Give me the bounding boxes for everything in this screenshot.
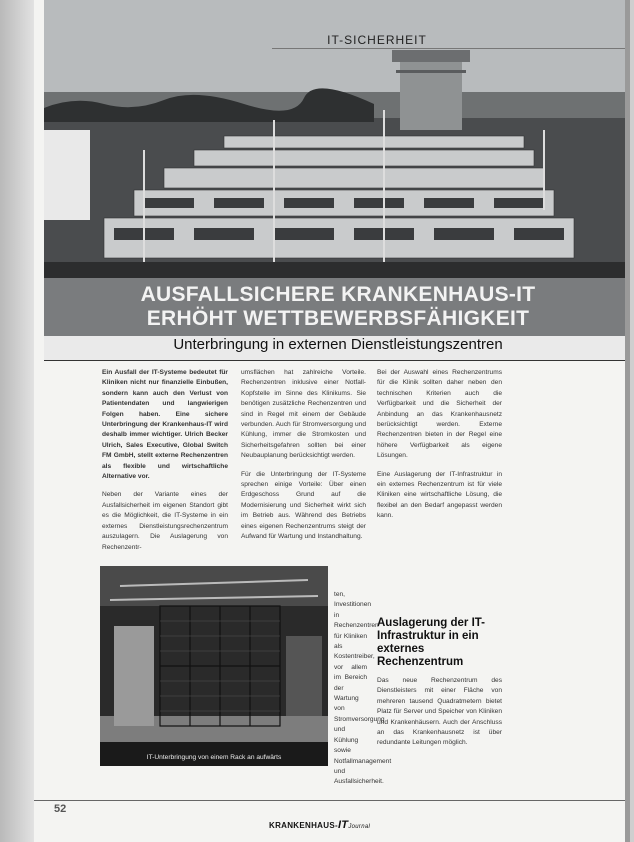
body-paragraph: Bei der Auswahl eines Rechenzentrums für die Klinik sollten daher neben den technischen Kriterien auch die Verfügbarkeit und die Sicherheit der Anbindung an das Krankenhausnetz berücksichtigt werden. Externe Rechenzentren bieten in der Regel eine höhere Verfügbarkeit als eigene Lösungen. [377, 369, 502, 460]
lead-paragraph: Ein Ausfall der IT-Systeme bedeutet für Kliniken nicht nur finanzielle Einbußen, sondern kann auch den Verlust von Patientendaten und langwierigen Folgen haben. Eine sichere Unterbringung der Krankenhaus-IT wird deshalb immer wichtiger. Ulrich Becker Ulrich, Sales Executive, Global Switch FM GmbH, stellt externe Rechenzentren als flexible und wirtschaftliche Alternative vor. [102, 369, 228, 481]
magazine-page [34, 0, 630, 842]
scan-margin-left [0, 0, 34, 842]
column-3-continued: Das neue Rechenzentrum des Dienstleisters mit einer Fläche von mehreren tausend Quadratmetern bietet Platz für Server und Speicher von Kliniken und Krankenhäusern. Auch der Anschluss an das Krankenhausnetz ist über redundante Leitungen möglich. [377, 677, 502, 747]
logo-sub: Journal [348, 824, 371, 830]
column-3 [377, 368, 502, 530]
footer-rule [34, 800, 630, 801]
column-2-wrap-text: ten, Investitionen in Rechenzentren für Kliniken als Kostentreiber, vor allem im Bereich der Wartung von Stromversorgung und Kühlung sowie Notfallmanagement und Ausfallsicherheit. [334, 591, 392, 786]
headline-band [44, 278, 630, 338]
section-subheading: Auslagerung der IT-Infrastruktur in ein externes Rechenzentrum [377, 617, 485, 668]
body-paragraph: umsflächen hat zahlreiche Vorteile. Rechenzentren inklusive einer Notfall-Kopfstelle im Sinne des Klinikums. Sie benötigen zusätzliche Rechenzentren und sind in Regel mit einem der Gebäude verbunden. Auch für Stromversorgung und Kühlung, immer die Stromkosten und Sicherheitsgefahren sollten bei einer Neubauplanung berücksichtigt werden. [241, 369, 366, 460]
server-cage-illustration [100, 566, 328, 766]
logo-it: IT [337, 819, 349, 831]
column-1 [102, 368, 228, 561]
body-paragraph: Für die Unterbringung der IT-Systeme sprechen einige Vorteile: Über einen Erdgeschoss Grund auf die Modernisierung und Sicherheit wirkt sich im Betrieb aus. Während des Betriebs eines eigenen Rechenzentrums steigt der Aufwand für Wartung und Instandhaltung. [241, 470, 366, 541]
page-number: 52 [54, 803, 67, 815]
section-label: IT-SICHERHEIT [327, 33, 427, 47]
section-rule [272, 48, 630, 49]
scan-margin-right [625, 0, 630, 842]
column-2 [241, 368, 366, 551]
headline-line-1: AUSFALLSICHERE KRANKENHAUS-IT [140, 283, 536, 306]
body-paragraph: Eine Auslagerung der IT-Infrastruktur in ein externes Rechenzentrum ist für viele Kliniken eine wirtschaftliche Lösung, die flexibel an den Bedarf angepasst werden kann. [377, 470, 502, 520]
magazine-logo [269, 819, 370, 831]
headline-line-2: ERHÖHT WETTBEWERBSFÄHIGKEIT [146, 307, 530, 330]
body-paragraph: Neben der Variante eines der Ausfallsicherheit im eigenen Standort gibt es die Möglichkeit, die IT-Systeme in ein externes Dienstleistungsrechenzentrum auszulagern. Die Auslagerung von Rechenzentr- [102, 491, 228, 551]
server-room-photo [100, 566, 328, 766]
article-subtitle: Unterbringung in externen Dienstleistungszentren [44, 336, 630, 361]
photo-caption: IT-Unterbringung von einem Rack an aufwärts [146, 754, 282, 761]
logo-name: KRANKENHAUS- [269, 821, 338, 830]
